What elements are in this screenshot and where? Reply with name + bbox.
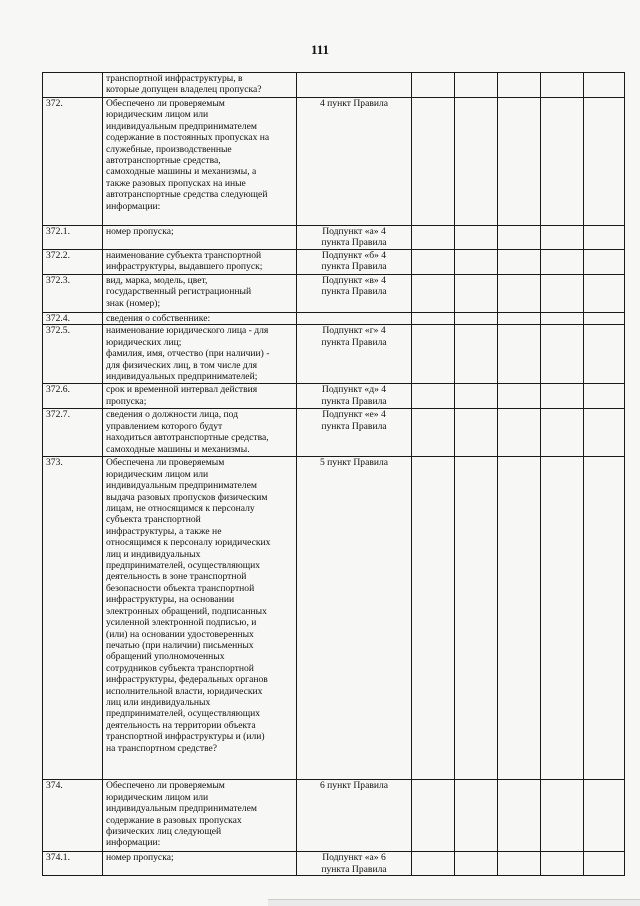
blank-cell xyxy=(412,457,455,780)
table-row xyxy=(43,313,625,325)
blank-cell xyxy=(455,457,498,780)
table-row xyxy=(43,250,625,275)
row-description: транспортной инфраструктуры, в которые допущен владелец пропуска? xyxy=(103,73,297,98)
table-row xyxy=(43,325,625,384)
row-description: срок и временной интервал действия пропуска; xyxy=(103,384,297,409)
blank-cell xyxy=(584,409,625,457)
row-number: 372.4. xyxy=(43,313,103,325)
blank-cell xyxy=(412,226,455,250)
blank-cell xyxy=(541,226,584,250)
blank-cell xyxy=(412,409,455,457)
row-reference: 5 пункт Правила xyxy=(297,457,412,780)
row-reference: 4 пункт Правила xyxy=(297,98,412,226)
blank-cell xyxy=(498,250,541,275)
row-description: номер пропуска; xyxy=(103,852,297,876)
blank-cell xyxy=(584,73,625,98)
blank-cell xyxy=(498,325,541,384)
blank-cell xyxy=(498,275,541,313)
blank-cell xyxy=(498,98,541,226)
row-description: Обеспечено ли проверяемым юридическим лицом или индивидуальным предпринимателем содержание в разовых пропусках физических лиц следующей информации: xyxy=(103,780,297,852)
blank-cell xyxy=(541,73,584,98)
row-reference xyxy=(297,313,412,325)
blank-cell xyxy=(498,780,541,852)
row-number: 374. xyxy=(43,780,103,852)
table-row xyxy=(43,409,625,457)
blank-cell xyxy=(412,780,455,852)
blank-cell xyxy=(541,98,584,226)
blank-cell xyxy=(541,325,584,384)
blank-cell xyxy=(412,98,455,226)
blank-cell xyxy=(412,250,455,275)
row-reference: Подпункт «б» 4 пункта Правила xyxy=(297,250,412,275)
blank-cell xyxy=(584,852,625,876)
blank-cell xyxy=(498,73,541,98)
blank-cell xyxy=(498,409,541,457)
row-description: наименование юридического лица - для юридических лиц; фамилия, имя, отчество (при наличии) - для физических лиц, в том числе для индивидуальных предпринимателей; xyxy=(103,325,297,384)
blank-cell xyxy=(455,780,498,852)
blank-cell xyxy=(455,73,498,98)
row-number: 372.2. xyxy=(43,250,103,275)
row-description: Обеспечена ли проверяемым юридическим лицом или индивидуальным предпринимателем выдача разовых пропусков физическим лицам, не относящимся к персоналу субъекта транспортной инфраструктуры, а также не относящимся к персоналу юридических лиц и индивидуальных предпринимателей, осуществляющих деятельность в зоне транспортной безопасности объекта транспортной инфраструктуры, на основании электронных обращений, подписанных усиленной электронной подписью, и (или) на основании удостоверенных печатью (при наличии) письменных обращений уполномоченных сотрудников субъекта транспортной инфраструктуры, федеральных органов исполнительной власти, юридических лиц или индивидуальных предпринимателей, осуществляющих деятельность на территории объекта транспортной инфраструктуры и (или) на транспортном средстве? xyxy=(103,457,297,780)
row-number xyxy=(43,73,103,98)
blank-cell xyxy=(584,250,625,275)
row-number: 372.6. xyxy=(43,384,103,409)
row-number: 374.1. xyxy=(43,852,103,876)
table-row xyxy=(43,852,625,876)
blank-cell xyxy=(584,275,625,313)
blank-cell xyxy=(455,275,498,313)
row-description: сведения о должности лица, под управлением которого будут находиться автотранспортные средства, самоходные машины и механизмы. xyxy=(103,409,297,457)
row-description: Обеспечено ли проверяемым юридическим лицом или индивидуальным предпринимателем содержание в постоянных пропусках на служебные, производственные автотранспортные средства, самоходные машины и механизмы, а также разовых пропусках на иные автотранспортные средства следующей информации: xyxy=(103,98,297,226)
row-description: номер пропуска; xyxy=(103,226,297,250)
blank-cell xyxy=(498,457,541,780)
blank-cell xyxy=(455,250,498,275)
blank-cell xyxy=(498,852,541,876)
checklist-table xyxy=(42,72,625,876)
table-row xyxy=(43,275,625,313)
table-row xyxy=(43,98,625,226)
row-number: 373. xyxy=(43,457,103,780)
blank-cell xyxy=(541,852,584,876)
row-reference: Подпункт «в» 4 пункта Правила xyxy=(297,275,412,313)
blank-cell xyxy=(584,780,625,852)
blank-cell xyxy=(455,409,498,457)
blank-cell xyxy=(498,313,541,325)
row-reference: Подпункт «д» 4 пункта Правила xyxy=(297,384,412,409)
blank-cell xyxy=(455,313,498,325)
blank-cell xyxy=(412,852,455,876)
blank-cell xyxy=(541,275,584,313)
blank-cell xyxy=(455,226,498,250)
row-reference: Подпункт «е» 4 пункта Правила xyxy=(297,409,412,457)
row-number: 372.7. xyxy=(43,409,103,457)
blank-cell xyxy=(584,226,625,250)
row-reference: 6 пункт Правила xyxy=(297,780,412,852)
row-description: сведения о собственнике: xyxy=(103,313,297,325)
table-row xyxy=(43,73,625,98)
blank-cell xyxy=(541,409,584,457)
blank-cell xyxy=(584,457,625,780)
blank-cell xyxy=(412,325,455,384)
row-number: 372. xyxy=(43,98,103,226)
blank-cell xyxy=(584,313,625,325)
row-reference: Подпункт «г» 4 пункта Правила xyxy=(297,325,412,384)
blank-cell xyxy=(412,384,455,409)
table-row xyxy=(43,780,625,852)
row-reference: Подпункт «а» 6 пункта Правила xyxy=(297,852,412,876)
blank-cell xyxy=(498,384,541,409)
blank-cell xyxy=(541,313,584,325)
blank-cell xyxy=(584,384,625,409)
row-description: наименование субъекта транспортной инфраструктуры, выдавшего пропуск; xyxy=(103,250,297,275)
blank-cell xyxy=(584,325,625,384)
blank-cell xyxy=(541,250,584,275)
page-number: 111 xyxy=(310,42,330,57)
blank-cell xyxy=(498,226,541,250)
table-row xyxy=(43,226,625,250)
blank-cell xyxy=(412,275,455,313)
blank-cell xyxy=(455,325,498,384)
row-number: 372.5. xyxy=(43,325,103,384)
table-row xyxy=(43,384,625,409)
row-number: 372.3. xyxy=(43,275,103,313)
blank-cell xyxy=(412,73,455,98)
row-description: вид, марка, модель, цвет, государственный регистрационный знак (номер); xyxy=(103,275,297,313)
blank-cell xyxy=(455,852,498,876)
blank-cell xyxy=(541,384,584,409)
blank-cell xyxy=(584,98,625,226)
table-row xyxy=(43,457,625,780)
row-reference: Подпункт «а» 4 пункта Правила xyxy=(297,226,412,250)
blank-cell xyxy=(541,780,584,852)
blank-cell xyxy=(455,98,498,226)
blank-cell xyxy=(412,313,455,325)
blank-cell xyxy=(541,457,584,780)
blank-cell xyxy=(455,384,498,409)
row-reference xyxy=(297,73,412,98)
row-number: 372.1. xyxy=(43,226,103,250)
